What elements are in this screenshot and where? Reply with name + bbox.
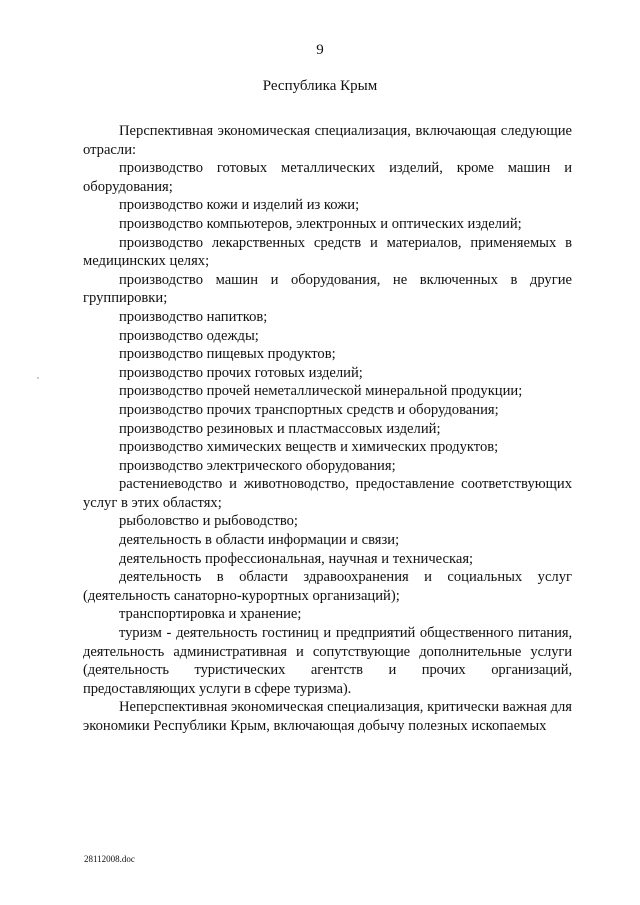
list-item: производство напитков; bbox=[119, 308, 268, 325]
footer-filename: 28112008.doc bbox=[84, 854, 135, 864]
list-item: производство лекарственных средств и материалов, применяемых в медицинских целях; bbox=[83, 234, 572, 270]
list-item: деятельность в области информации и связи; bbox=[119, 532, 400, 549]
list-item: производство машин и оборудования, не включенных в другие группировки; bbox=[83, 271, 572, 307]
list-item: рыболовство и рыбоводство; bbox=[119, 513, 298, 530]
list-item: растениеводство и животноводство, предоставление соответствующих услуг в этих областях; bbox=[83, 476, 572, 511]
list-item: деятельность в области здравоохранения и социальных услуг (деятельность санаторно-курортных организаций); bbox=[83, 569, 572, 604]
list-item: производство одежды; bbox=[119, 327, 259, 344]
list-item: деятельность профессиональная, научная и техническая; bbox=[119, 550, 474, 567]
list-item: транспортировка и хранение; bbox=[119, 606, 302, 623]
scan-speck bbox=[37, 377, 39, 379]
region-title: Республика Крым bbox=[262, 78, 378, 94]
paragraph: Неперспективная экономическая специализация, критически важная для экономики Республики Крым, включающая добычу полезных ископаемых bbox=[83, 699, 573, 734]
list-item: производство прочей неметаллической минеральной продукции; bbox=[119, 383, 523, 400]
page-number: 9 bbox=[316, 42, 324, 58]
list-item: туризм - деятельность гостиниц и предприятий общественного питания, деятельность административная и сопутствующие дополнительные услуги (деятельность туристических агентств и прочих организаций, предоставляющих услуги в сфере туризма). bbox=[83, 625, 572, 697]
list-item: производство прочих готовых изделий; bbox=[119, 364, 363, 381]
list-item: производство компьютеров, электронных и оптических изделий; bbox=[119, 215, 522, 232]
list-item: производство химических веществ и химических продуктов; bbox=[119, 439, 499, 456]
list-item: производство прочих транспортных средств и оборудования; bbox=[119, 401, 499, 418]
list-item: производство пищевых продуктов; bbox=[119, 346, 336, 363]
list-item: производство резиновых и пластмассовых изделий; bbox=[119, 420, 441, 437]
paragraph: Перспективная экономическая специализация, включающая следующие отрасли: bbox=[83, 123, 572, 158]
list-item: производство электрического оборудования; bbox=[119, 457, 396, 474]
list-item: производство готовых металлических изделий, кроме машин и оборудования; bbox=[83, 160, 572, 195]
document-body bbox=[83, 122, 572, 736]
list-item: производство кожи и изделий из кожи; bbox=[119, 197, 360, 214]
